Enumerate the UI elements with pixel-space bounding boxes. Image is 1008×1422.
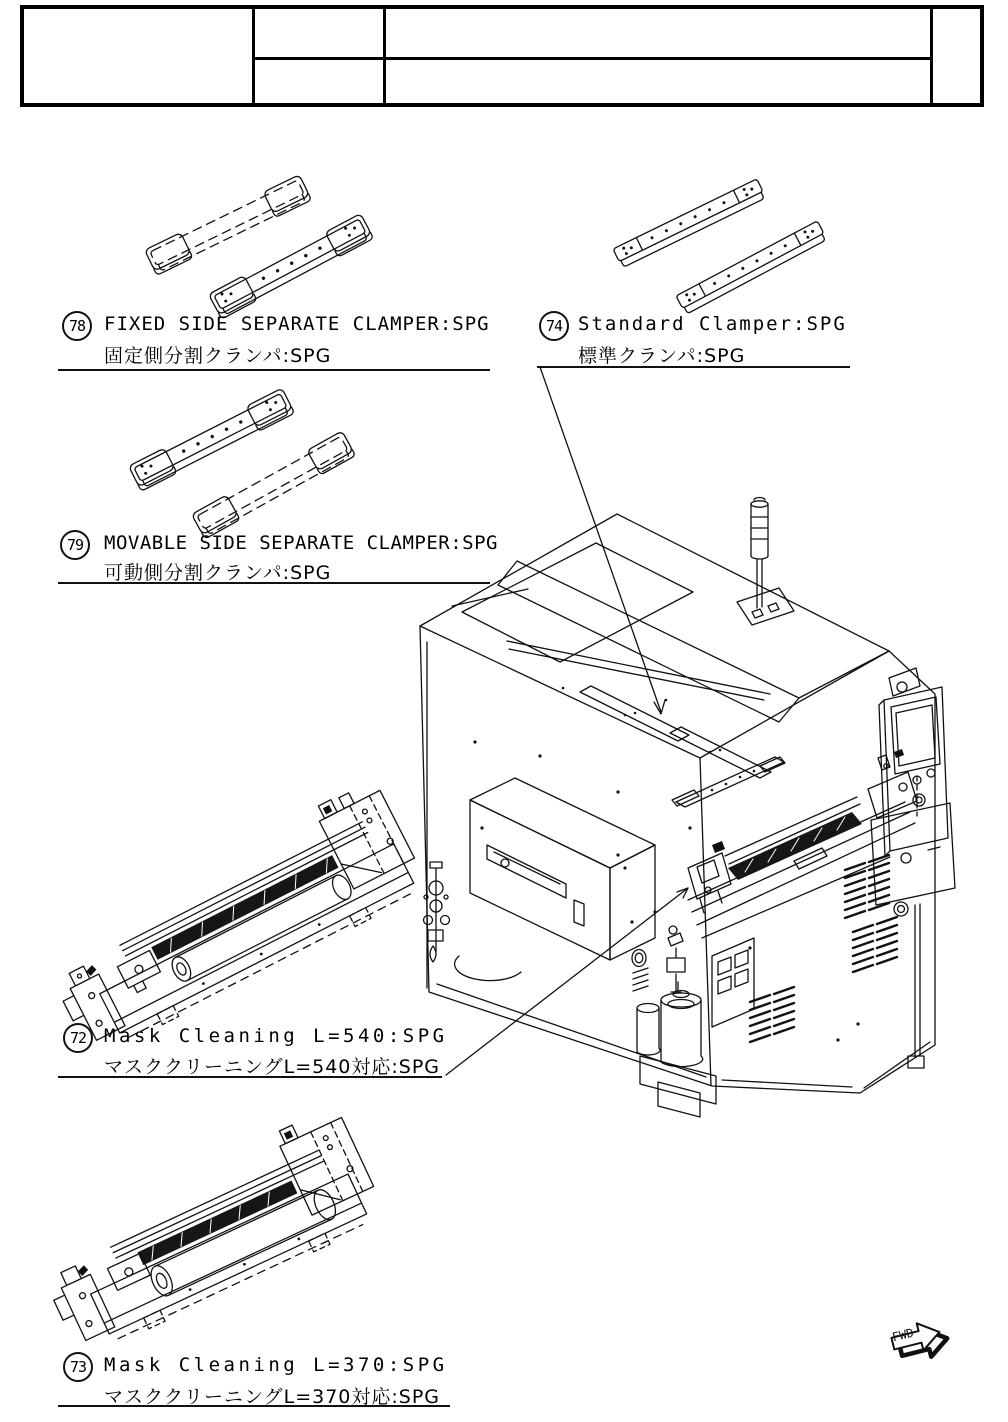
fixed-side-separate-clamper-drawing [145, 175, 374, 319]
callout-label-jp-73: マスククリーニングL=370対応:SPG [104, 1386, 441, 1408]
callout-rule-78 [58, 369, 490, 371]
callout-label-en-73: Mask Cleaning L=370:SPG [104, 1354, 448, 1376]
callout-number-73: 73 [63, 1352, 93, 1382]
screen-printer-machine-drawing [420, 498, 955, 1118]
callout-number-78: 78 [62, 311, 92, 341]
callout-rule-79 [58, 582, 490, 584]
callout-label-en-79: MOVABLE SIDE SEPARATE CLAMPER:SPG [104, 532, 498, 554]
callout-label-jp-72: マスククリーニングL=540対応:SPG [104, 1056, 441, 1078]
callout-number-79: 79 [60, 530, 90, 560]
callout-rule-73 [58, 1405, 450, 1407]
callout-number-72: 72 [63, 1023, 93, 1053]
callout-label-en-78: FIXED SIDE SEPARATE CLAMPER:SPG [104, 313, 490, 335]
callout-rule-74 [537, 366, 850, 368]
movable-side-separate-clamper-drawing [129, 388, 356, 539]
callout-number-74: 74 [539, 311, 569, 341]
callout-label-en-72: Mask Cleaning L=540:SPG [104, 1025, 448, 1047]
leader-line-72 [446, 888, 688, 1075]
fwd-label: FWD [890, 1325, 916, 1345]
callout-label-jp-78: 固定側分割クランパ:SPG [104, 345, 332, 367]
standard-clamper-drawing [613, 179, 827, 315]
fwd-arrow-button[interactable] [890, 1317, 951, 1365]
callout-label-en-74: Standard Clamper:SPG [578, 313, 847, 335]
callout-label-jp-74: 標準クランパ:SPG [578, 345, 746, 367]
callout-label-jp-79: 可動側分割クランパ:SPG [104, 562, 332, 584]
vent-louvers [750, 855, 897, 1042]
panel-screws [473, 687, 859, 1042]
callout-rule-72 [58, 1076, 442, 1078]
mask-cleaning-370-drawing [29, 1105, 388, 1360]
mask-cleaning-540-drawing [37, 778, 430, 1060]
